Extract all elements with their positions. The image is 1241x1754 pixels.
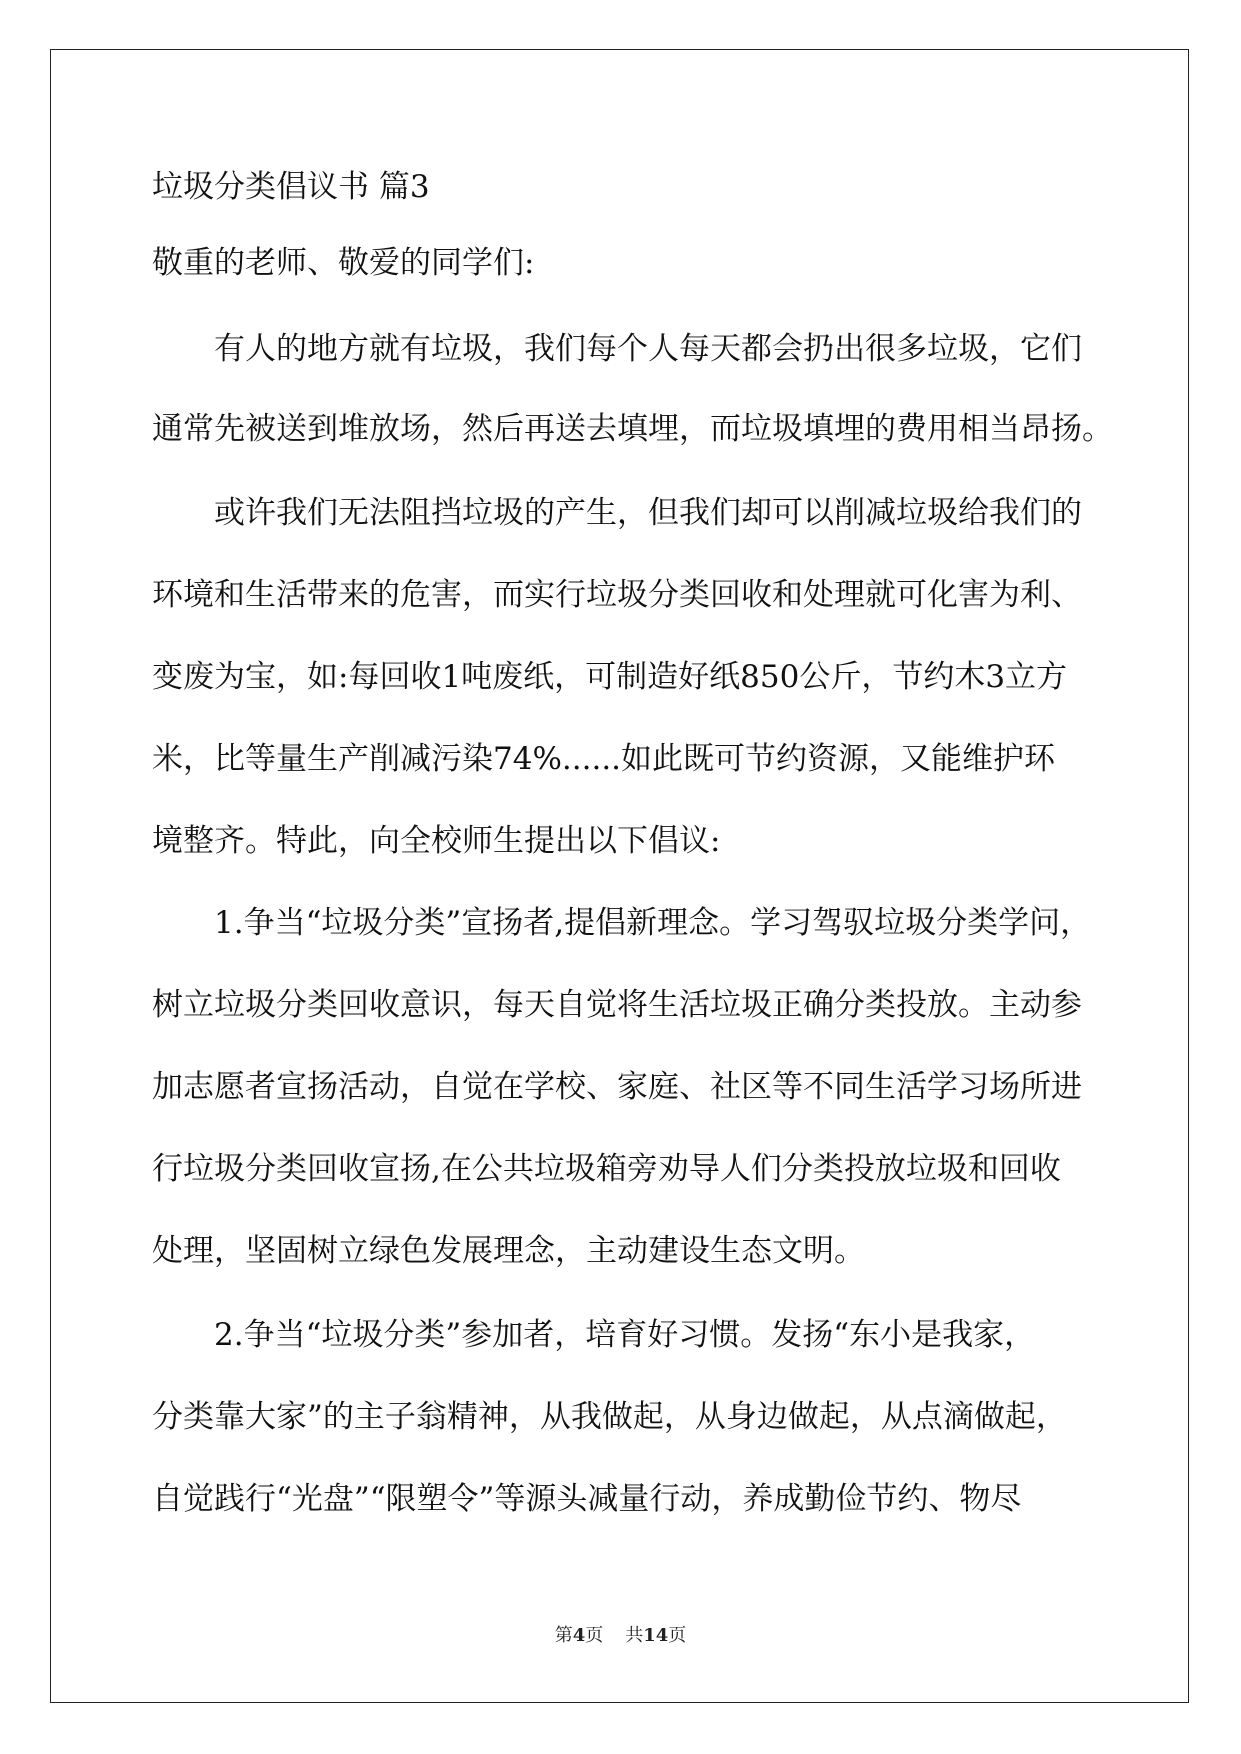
document-title: 垃圾分类倡议书 篇3 — [152, 169, 430, 205]
page-footer — [0, 1621, 1241, 1647]
page-border — [50, 49, 1189, 1703]
page-suffix: 页 — [585, 1625, 604, 1646]
body-line: 自觉践行“光盘”“限塑令”等源头减量行动，养成勤俭节约、物尽 — [152, 1481, 1022, 1517]
body-line: 变废为宝，如:每回收1吨废纸，可制造好纸850公斤，节约木3立方 — [152, 659, 1068, 695]
body-line: 或许我们无法阻挡垃圾的产生，但我们却可以削减垃圾给我们的 — [214, 495, 1082, 531]
body-line: 通常先被送到堆放场，然后再送去填埋，而垃圾填埋的费用相当昂扬。 — [152, 411, 1113, 447]
body-line: 树立垃圾分类回收意识，每天自觉将生活垃圾正确分类投放。主动参 — [152, 987, 1082, 1023]
total-suffix: 页 — [668, 1625, 687, 1646]
salutation: 敬重的老师、敬爱的同学们: — [152, 245, 535, 281]
body-line: 有人的地方就有垃圾，我们每个人每天都会扔出很多垃圾，它们 — [214, 331, 1082, 367]
body-line: 2.争当“垃圾分类”参加者，培育好习惯。发扬“东小是我家， — [214, 1317, 1036, 1353]
total-pages: 14 — [643, 1625, 669, 1646]
body-line: 1.争当“垃圾分类”宣扬者,提倡新理念。学习驾驭垃圾分类学问， — [214, 905, 1092, 941]
total-prefix: 共 — [625, 1625, 644, 1646]
body-line: 处理，坚固树立绿色发展理念，主动建设生态文明。 — [152, 1233, 865, 1269]
body-line: 环境和生活带来的危害，而实行垃圾分类回收和处理就可化害为利、 — [152, 577, 1082, 613]
page-number: 4 — [572, 1625, 586, 1646]
body-line: 米，比等量生产削减污染74%......如此既可节约资源，又能维护环 — [152, 741, 1056, 777]
body-line: 境整齐。特此，向全校师生提出以下倡议: — [152, 823, 721, 859]
body-line: 分类靠大家”的主子翁精神，从我做起，从身边做起，从点滴做起， — [152, 1399, 1067, 1435]
page-prefix: 第 — [554, 1625, 573, 1646]
body-line: 行垃圾分类回收宣扬,在公共垃圾箱旁劝导人们分类投放垃圾和回收 — [152, 1151, 1061, 1187]
body-line: 加志愿者宣扬活动，自觉在学校、家庭、社区等不同生活学习场所进 — [152, 1069, 1082, 1105]
